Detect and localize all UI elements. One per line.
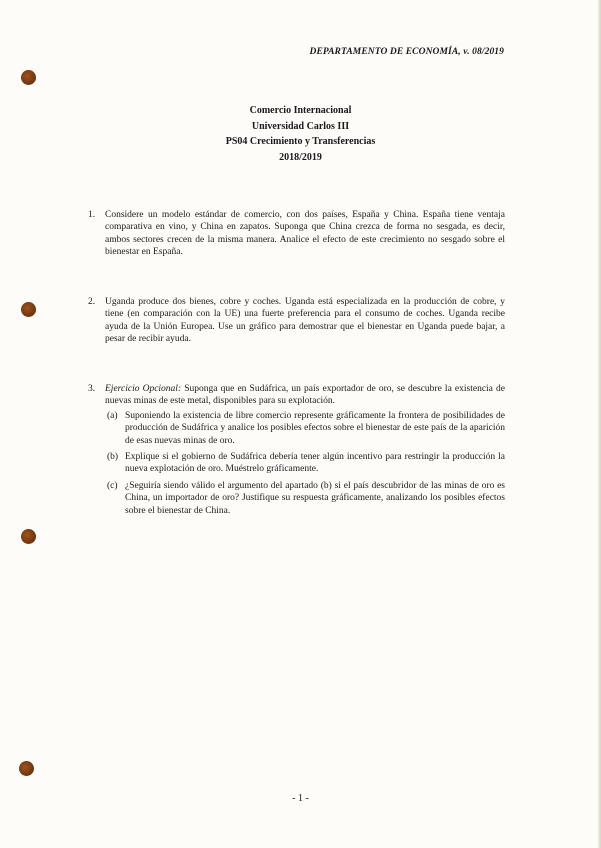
question-number: 1. <box>88 210 96 220</box>
university-name: Universidad Carlos III <box>251 120 350 132</box>
question-2 <box>88 296 505 346</box>
optional-exercise-label: Ejercicio Opcional: <box>105 384 182 394</box>
question-3 <box>88 383 505 408</box>
part-label: (c) <box>107 481 118 491</box>
page-number: - 1 - <box>292 793 309 804</box>
title-block <box>0 103 601 165</box>
problem-set-title: PS04 Crecimiento y Transferencias <box>225 136 376 147</box>
question-3b <box>107 451 505 476</box>
punch-hole-4 <box>19 761 34 776</box>
question-3c <box>107 480 505 517</box>
punch-hole-3 <box>21 529 36 544</box>
part-text: ¿Seguiría siendo válido el argumento del apartado (b) si el país descubridor de las minas de oro es China, un importador de oro? Justifique su respuesta gráficamente, analizando los posibles efectos sobre el bienestar de China. <box>125 481 505 516</box>
part-label: (b) <box>107 452 119 462</box>
course-title: Comercio Internacional <box>249 105 352 116</box>
question-1 <box>88 209 505 259</box>
question-text: Considere un modelo estándar de comercio, con dos países, España y China. España tiene ventaja comparativa en vino, y China en zapatos. Suponga que China crezca de forma no sesgada, es decir, ambos sectores crecen de la misma manera. Analice el efecto de este crecimiento no sesgado sobre el bienestar en España. <box>105 210 505 258</box>
department-header: DEPARTAMENTO DE ECONOMÍA, v. 08/2019 <box>309 47 504 57</box>
question-3a <box>107 410 505 447</box>
punch-hole-1 <box>21 70 36 85</box>
question-number: 2. <box>88 297 96 307</box>
part-text: Suponiendo la existencia de libre comercio represente gráficamente la frontera de posibilidades de producción de Sudáfrica y analice los posibles efectos sobre el bienestar de este país de la aparición de esas nuevas minas de oro. <box>125 411 505 446</box>
question-number: 3. <box>88 384 96 394</box>
punch-hole-2 <box>21 302 36 317</box>
part-text: Explique si el gobierno de Sudáfrica debería tener algún incentivo para restringir la producción la nueva explotación de oro. Muéstrelo gráficamente. <box>125 452 505 475</box>
academic-year: 2018/2019 <box>279 151 322 163</box>
part-label: (a) <box>107 411 118 421</box>
question-text: Suponga que en Sudáfrica, un país exportador de oro, se descubre la existencia de nuevas minas de este metal, disponibles para su explotación. <box>105 384 505 407</box>
question-text: Uganda produce dos bienes, cobre y coches. Uganda está especializada en la producción de cobre, y tiene (en comparación con la UE) una fuerte preferencia para el consumo de coches. Uganda recibe ayuda de la Unión Europea. Use un gráfico para demostrar que el bienestar en Uganda puede bajar, a pesar de recibir ayuda. <box>105 297 505 345</box>
